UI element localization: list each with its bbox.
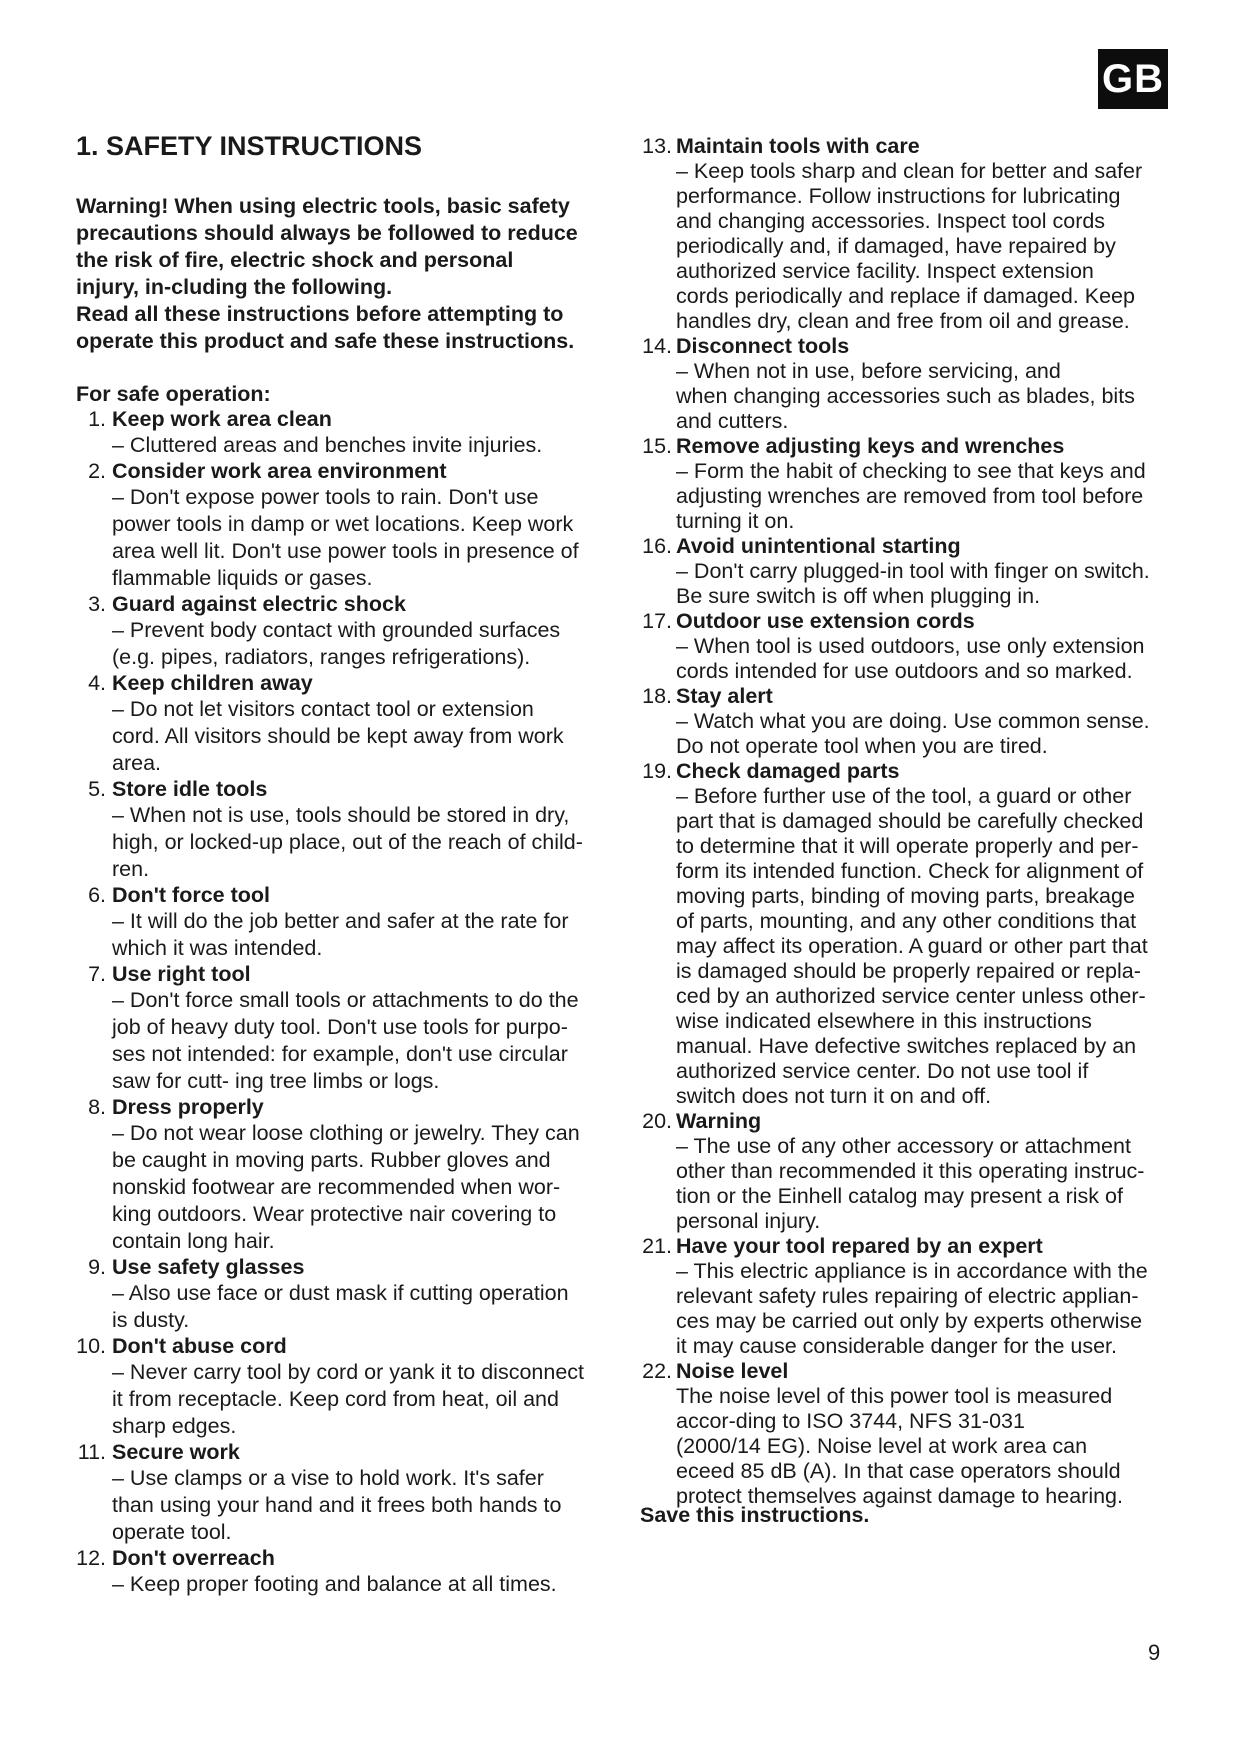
warning-paragraph — [76, 193, 616, 355]
item-description-line: wise indicated elsewhere in this instructions — [676, 1009, 1092, 1033]
item-description-line: job of heavy duty tool. Don't use tools for purpo- — [112, 1015, 568, 1039]
item-description-line: to determine that it will operate properly and per- — [676, 834, 1139, 858]
item-title: Check damaged parts — [676, 759, 900, 783]
item-description-line: king outdoors. Wear protective nair covering to — [112, 1202, 557, 1226]
item-description-line: authorized service center. Do not use tool if — [676, 1059, 1089, 1083]
item-description-line: nonskid footwear are recommended when wor- — [112, 1175, 561, 1199]
safety-item — [640, 134, 1180, 334]
item-number: 9. — [88, 1255, 106, 1279]
item-number: 8. — [88, 1095, 106, 1119]
safety-item-heading — [640, 1234, 1180, 1259]
safety-item — [76, 962, 616, 1095]
item-description-line: – When tool is used outdoors, use only extension — [676, 634, 1145, 658]
item-description-line: be caught in moving parts. Rubber gloves and — [112, 1148, 551, 1172]
item-description-line: cords intended for use outdoors and so marked. — [676, 659, 1133, 683]
item-description-line: The noise level of this power tool is measured — [676, 1384, 1113, 1408]
warning-line: precautions should always be followed to reduce — [76, 221, 578, 245]
item-title: Use right tool — [112, 962, 251, 986]
safety-item-heading — [640, 534, 1180, 559]
item-description-line: – Don't force small tools or attachments to do the — [112, 988, 579, 1012]
safety-item-heading — [640, 684, 1180, 709]
item-title: Keep children away — [112, 671, 313, 695]
item-description-line: which it was intended. — [112, 936, 323, 960]
item-title: Dress properly — [112, 1095, 264, 1119]
item-description-line: – It will do the job better and safer at the rate for — [112, 909, 569, 933]
item-description-line: – This electric appliance is in accordance with the — [676, 1259, 1148, 1283]
safety-item-heading — [76, 671, 616, 696]
item-number: 1. — [88, 407, 106, 431]
item-description-line: high, or locked-up place, out of the reach of child- — [112, 830, 583, 854]
safe-operation-heading: For safe operation: — [76, 382, 271, 406]
item-description-line: – Use clamps or a vise to hold work. It's safer — [112, 1466, 544, 1490]
safety-item — [76, 883, 616, 962]
item-description-line: – Before further use of the tool, a guard or other — [676, 784, 1132, 808]
item-description-line: flammable liquids or gases. — [112, 566, 373, 590]
item-description-line: (e.g. pipes, radiators, ranges refrigerations). — [112, 645, 531, 669]
item-title: Don't overreach — [112, 1546, 275, 1570]
left-item-list — [76, 407, 616, 1598]
item-description-line: form its intended function. Check for alignment of — [676, 859, 1144, 883]
safety-item-heading — [76, 592, 616, 617]
item-description-line: cords periodically and replace if damaged. Keep — [676, 284, 1135, 308]
item-title: Maintain tools with care — [676, 134, 920, 158]
item-number: 5. — [88, 777, 106, 801]
item-number: 14. — [642, 334, 672, 358]
item-title: Warning — [676, 1109, 762, 1133]
item-number: 18. — [642, 684, 672, 708]
item-title: Avoid unintentional starting — [676, 534, 961, 558]
item-description-line: – Keep proper footing and balance at all times. — [112, 1572, 557, 1596]
safety-item — [76, 1546, 616, 1598]
left-column — [76, 128, 616, 1598]
item-number: 4. — [88, 671, 106, 695]
safety-item-heading — [640, 434, 1180, 459]
item-number: 16. — [642, 534, 672, 558]
item-title: Have your tool repared by an expert — [676, 1234, 1043, 1258]
item-description-line: may affect its operation. A guard or other part that — [676, 934, 1148, 958]
item-description-line: – Form the habit of checking to see that keys and — [676, 459, 1146, 483]
item-description-line: – Cluttered areas and benches invite injuries. — [112, 433, 543, 457]
safety-item-heading — [76, 1546, 616, 1571]
item-description-line: it may cause considerable danger for the user. — [676, 1334, 1118, 1358]
item-description-line: other than recommended it this operating instruc- — [676, 1159, 1145, 1183]
item-description-line: – The use of any other accessory or attachment — [676, 1134, 1131, 1158]
item-number: 20. — [642, 1109, 672, 1133]
item-description-line: saw for cutt- ing tree limbs or logs. — [112, 1069, 440, 1093]
item-title: Guard against electric shock — [112, 592, 406, 616]
item-description-line: – Never carry tool by cord or yank it to disconnect — [112, 1360, 585, 1384]
item-title: Stay alert — [676, 684, 773, 708]
item-description-line: operate tool. — [112, 1520, 232, 1544]
item-number: 11. — [77, 1440, 106, 1464]
right-column — [640, 134, 1180, 1527]
item-description-line: ces may be carried out only by experts otherwise — [676, 1309, 1143, 1333]
item-description-line: tion or the Einhell catalog may present a risk of — [676, 1184, 1123, 1208]
safety-item — [76, 1095, 616, 1255]
item-title: Consider work area environment — [112, 459, 447, 483]
item-description-line: eceed 85 dB (A). In that case operators should — [676, 1459, 1121, 1483]
item-description-line: – When not in use, before servicing, and — [676, 359, 1061, 383]
item-title: Store idle tools — [112, 777, 268, 801]
right-item-list — [640, 134, 1180, 1509]
safety-item — [76, 459, 616, 592]
safety-item — [640, 684, 1180, 759]
item-description-line: adjusting wrenches are removed from tool before — [676, 484, 1144, 508]
safety-item-heading — [640, 759, 1180, 784]
item-number: 17. — [642, 609, 672, 633]
safety-item-heading — [76, 962, 616, 987]
item-description-line: – Do not wear loose clothing or jewelry. They can — [112, 1121, 580, 1145]
item-number: 7. — [88, 962, 106, 986]
item-number: 15. — [642, 434, 672, 458]
item-description-line: contain long hair. — [112, 1229, 275, 1253]
item-description-line: periodically and, if damaged, have repaired by — [676, 234, 1116, 258]
read-line: operate this product and safe these instructions. — [76, 329, 575, 353]
item-number: 10. — [76, 1334, 106, 1358]
safety-item — [640, 1109, 1180, 1234]
safety-item-heading — [640, 334, 1180, 359]
item-description-line: manual. Have defective switches replaced by an — [676, 1034, 1137, 1058]
section-title: 1. SAFETY INSTRUCTIONS — [76, 131, 423, 161]
item-title: Don't abuse cord — [112, 1334, 287, 1358]
item-description-line: area well lit. Don't use power tools in presence of — [112, 539, 579, 563]
item-number: 21. — [642, 1234, 672, 1258]
safety-item-heading — [640, 134, 1180, 159]
item-description-line: turning it on. — [676, 509, 795, 533]
item-number: 2. — [88, 459, 106, 483]
item-description-line: – Also use face or dust mask if cutting operation — [112, 1281, 569, 1305]
item-title: Outdoor use extension cords — [676, 609, 975, 633]
item-description-line: area. — [112, 751, 162, 775]
item-description-line: handles dry, clean and free from oil and grease. — [676, 309, 1130, 333]
safety-item — [76, 1255, 616, 1334]
item-description-line: is damaged should be properly repaired or repla- — [676, 959, 1141, 983]
item-description-line: and cutters. — [676, 409, 789, 433]
warning-line: the risk of fire, electric shock and personal — [76, 248, 514, 272]
item-title: Secure work — [112, 1440, 240, 1464]
item-description-line: – When not is use, tools should be stored in dry, — [112, 803, 570, 827]
safety-item-heading — [76, 407, 616, 432]
item-description-line: power tools in damp or wet locations. Keep work — [112, 512, 574, 536]
item-number: 19. — [642, 759, 672, 783]
item-description-line: – Watch what you are doing. Use common sense. — [676, 709, 1150, 733]
safety-item — [640, 434, 1180, 534]
item-description-line: relevant safety rules repairing of electric applian- — [676, 1284, 1139, 1308]
item-description-line: (2000/14 EG). Noise level at work area can — [676, 1434, 1088, 1458]
item-description-line: than using your hand and it frees both hands to — [112, 1493, 562, 1517]
safety-item-heading — [76, 1440, 616, 1465]
item-number: 12. — [76, 1546, 106, 1570]
safety-item — [76, 671, 616, 777]
item-description-line: when changing accessories such as blades, bits — [676, 384, 1135, 408]
item-description-line: it from receptacle. Keep cord from heat, oil and — [112, 1387, 559, 1411]
item-title: Don't force tool — [112, 883, 270, 907]
safety-item — [640, 334, 1180, 434]
page-number: 9 — [1148, 1640, 1161, 1665]
item-number: 3. — [88, 592, 106, 616]
item-title: Use safety glasses — [112, 1255, 305, 1279]
item-title: Keep work area clean — [112, 407, 332, 431]
item-title: Disconnect tools — [676, 334, 850, 358]
item-description-line: is dusty. — [112, 1308, 190, 1332]
safety-item — [76, 1440, 616, 1546]
item-description-line: ced by an authorized service center unless other- — [676, 984, 1146, 1008]
safety-item-heading — [640, 609, 1180, 634]
item-description-line: – Do not let visitors contact tool or extension — [112, 697, 534, 721]
item-description-line: of parts, mounting, and any other conditions that — [676, 909, 1137, 933]
item-number: 13. — [642, 134, 672, 158]
safety-item-heading — [76, 1255, 616, 1280]
item-description-line: cord. All visitors should be kept away from work — [112, 724, 564, 748]
safety-item-heading — [76, 883, 616, 908]
item-description-line: moving parts, binding of moving parts, breakage — [676, 884, 1135, 908]
item-description-line: Do not operate tool when you are tired. — [676, 734, 1048, 758]
item-description-line: ses not intended: for example, don't use circular — [112, 1042, 568, 1066]
item-description-line: – Prevent body contact with grounded surfaces — [112, 618, 561, 642]
read-line: Read all these instructions before attempting to — [76, 302, 564, 326]
safety-item — [76, 592, 616, 671]
safety-item-heading — [640, 1109, 1180, 1134]
item-description-line: authorized service facility. Inspect extension — [676, 259, 1094, 283]
safety-item — [640, 759, 1180, 1109]
item-description-line: performance. Follow instructions for lubricating — [676, 184, 1121, 208]
safety-item — [640, 534, 1180, 609]
safety-item — [76, 777, 616, 883]
item-description-line: protect themselves against damage to hearing. — [676, 1484, 1123, 1508]
item-description-line: and changing accessories. Inspect tool cords — [676, 209, 1106, 233]
safety-item — [640, 1359, 1180, 1509]
save-instructions-note: Save this instructions. — [640, 1503, 870, 1527]
warning-line: Warning! When using electric tools, basic safety — [76, 194, 570, 218]
item-description-line: – Don't expose power tools to rain. Don't use — [112, 485, 539, 509]
safety-item-heading — [76, 1095, 616, 1120]
item-description-line: sharp edges. — [112, 1414, 237, 1438]
item-description-line: Be sure switch is off when plugging in. — [676, 584, 1041, 608]
safety-item-heading — [76, 777, 616, 802]
item-number: 6. — [88, 883, 106, 907]
item-description-line: – Don't carry plugged-in tool with finger on switch. — [676, 559, 1150, 583]
safety-item — [640, 1234, 1180, 1359]
item-title: Noise level — [676, 1359, 789, 1383]
language-badge: GB — [1098, 49, 1168, 109]
safety-item-heading — [76, 1334, 616, 1359]
warning-line: injury, in-cluding the following. — [76, 275, 393, 299]
item-title: Remove adjusting keys and wrenches — [676, 434, 1065, 458]
item-description-line: ren. — [112, 857, 150, 881]
item-description-line: switch does not turn it on and off. — [676, 1084, 992, 1108]
safety-item — [76, 407, 616, 459]
item-number: 22. — [642, 1359, 672, 1383]
item-description-line: – Keep tools sharp and clean for better and safer — [676, 159, 1143, 183]
safety-item-heading — [640, 1359, 1180, 1384]
safety-item — [640, 609, 1180, 684]
item-description-line: personal injury. — [676, 1209, 821, 1233]
safety-item — [76, 1334, 616, 1440]
item-description-line: part that is damaged should be carefully checked — [676, 809, 1144, 833]
safety-item-heading — [76, 459, 616, 484]
item-description-line: accor-ding to ISO 3744, NFS 31-031 — [676, 1409, 1025, 1433]
